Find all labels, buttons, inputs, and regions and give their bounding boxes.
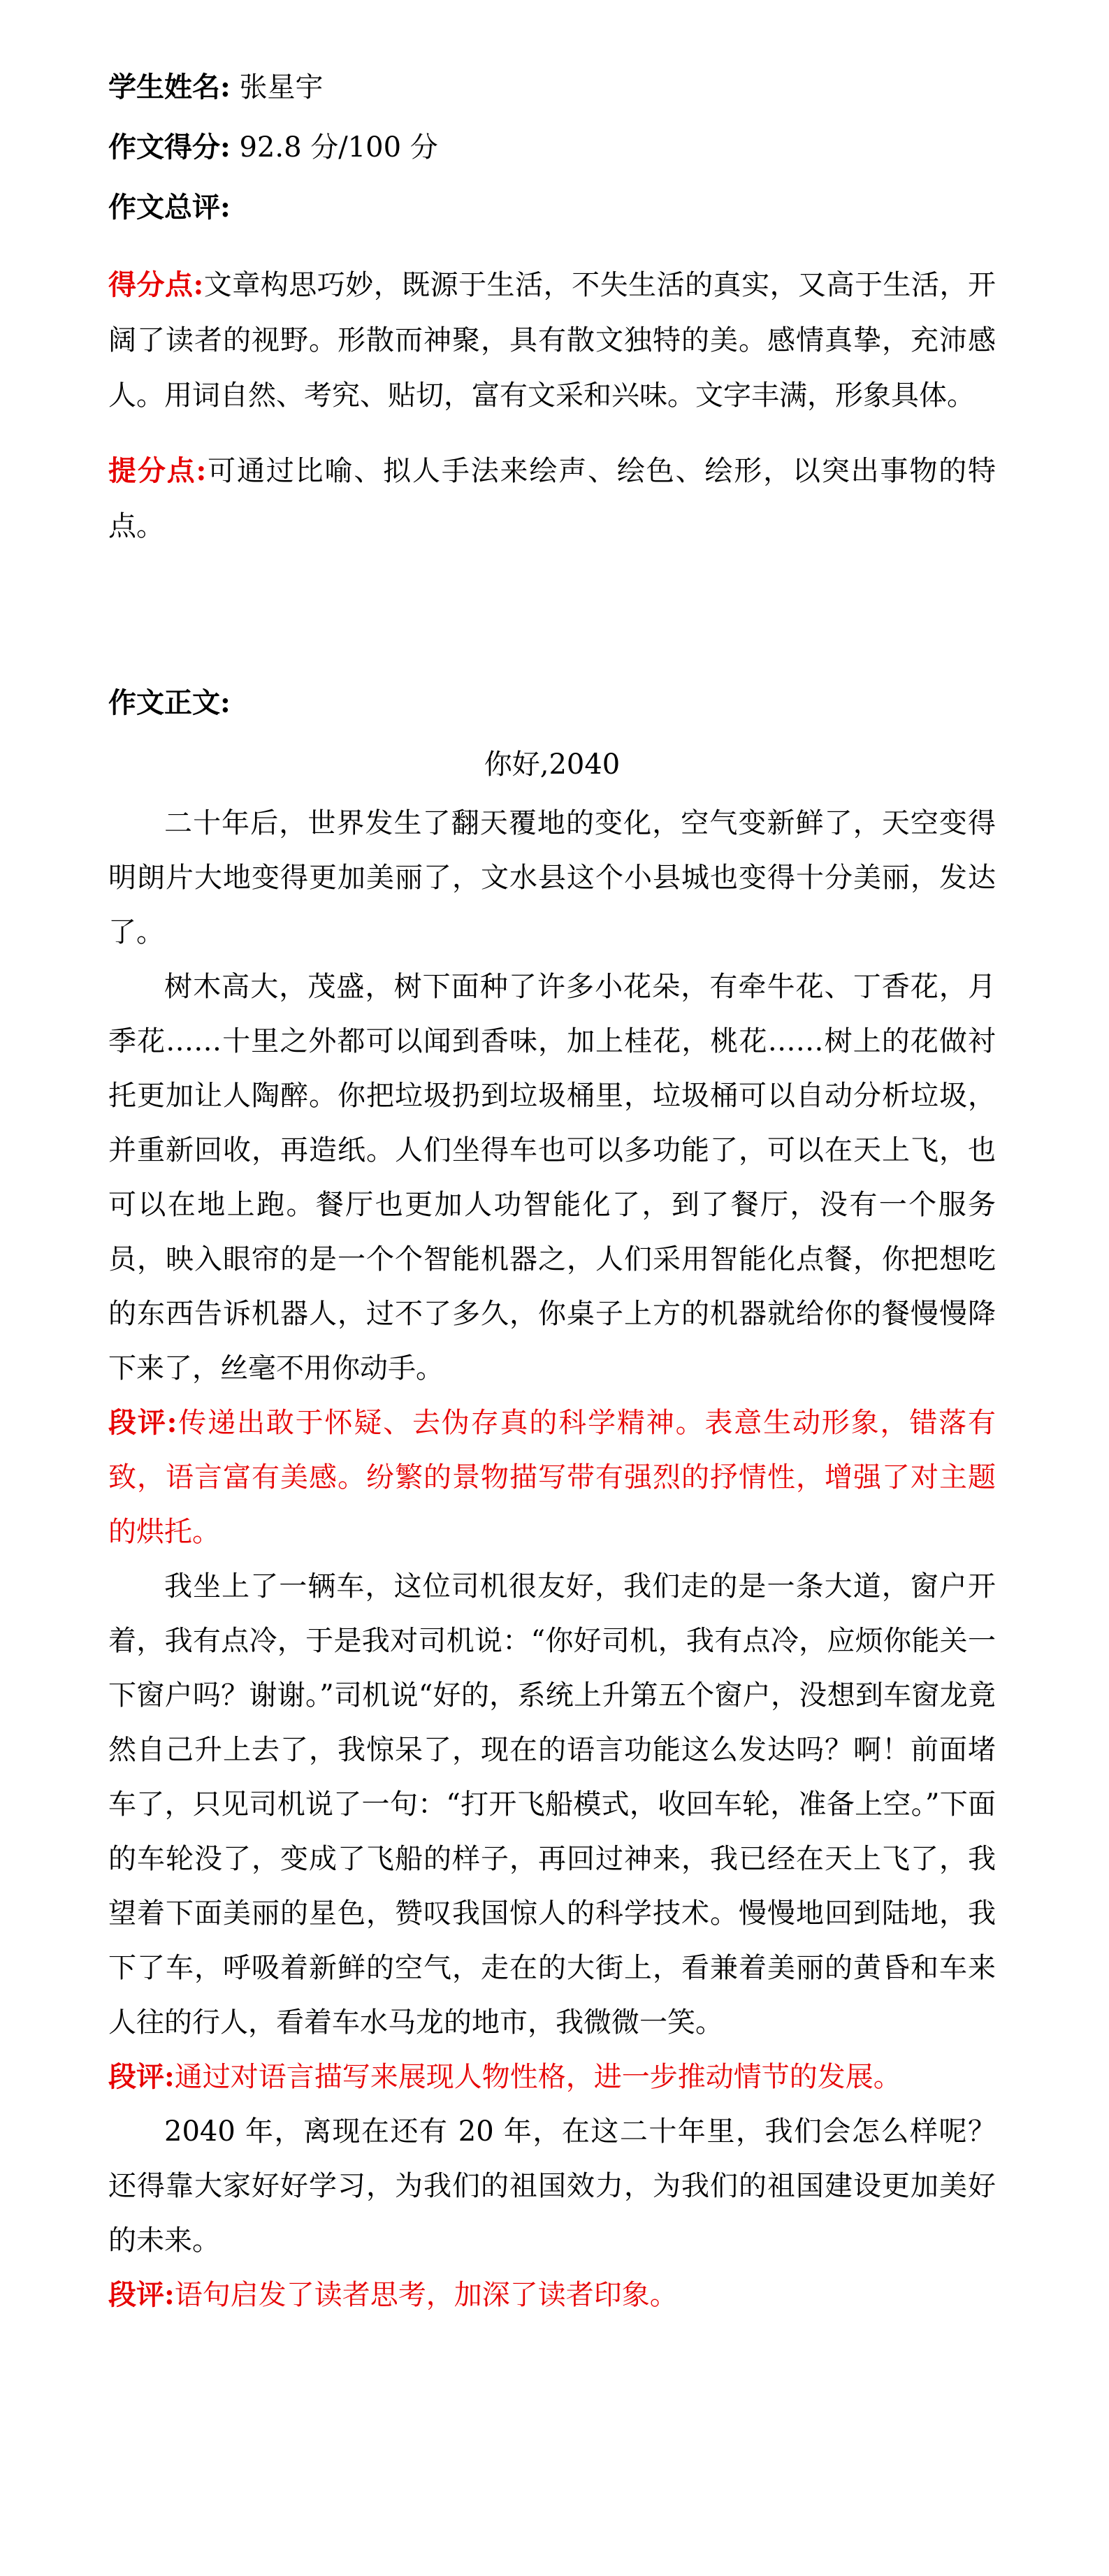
improvement-section [108, 443, 996, 554]
paragraph-comment-2 [108, 2050, 996, 2104]
essay-paragraph-1: 二十年后，世界发生了翻天覆地的变化，空气变新鲜了，天空变得明朗片大地变得更加美丽了，文水县这个小县城也变得十分美丽，发达了。 [108, 807, 996, 948]
score-value: 92.8 分/100 分 [239, 131, 438, 164]
comment-label: 段评: [108, 2278, 175, 2311]
essay-title: 你好,2040 [484, 748, 621, 781]
essay-paragraph-4: 2040 年，离现在还有 20 年，在这二十年里，我们会怎么样呢？还得靠大家好好学习，为我们的祖国效力，为我们的祖国建设更加美好的未来。 [108, 2115, 996, 2257]
comment-text: 传递出敢于怀疑、去伪存真的科学精神。表意生动形象，错落有致，语言富有美感。纷繁的景物描写带有强烈的抒情性，增强了对主题的烘托。 [108, 1407, 996, 1548]
score-row [108, 117, 996, 178]
comment-label: 段评: [108, 2060, 175, 2093]
student-name-value: 张星宇 [239, 71, 324, 103]
improvement-label: 提分点: [108, 454, 207, 487]
improvement-text: 可通过比喻、拟人手法来绘声、绘色、绘形，以突出事物的特点。 [108, 455, 996, 542]
strengths-text: 文章构思巧妙，既源于生活，不失生活的真实，又高于生活，开阔了读者的视野。形散而神聚，具有散文独特的美。感情真挚，充沛感人。用词自然、考究、贴切，富有文采和兴味。文字丰满，形象具体。 [108, 269, 996, 412]
student-name-label: 学生姓名: [108, 71, 231, 103]
essay-body-heading: 作文正文: [108, 686, 231, 719]
paragraph-comment-3 [108, 2268, 996, 2322]
score-label: 作文得分: [108, 131, 231, 164]
comment-label: 段评: [108, 1406, 177, 1439]
essay-report [108, 57, 996, 2322]
essay-paragraph-3: 我坐上了一辆车，这位司机很友好，我们走的是一条大道，窗户开着，我有点冷，于是我对司机说：“你好司机，我有点冷，应烦你能关一下窗户吗？谢谢。”司机说“好的，系统上升第五个窗户，没想到车窗龙竟然自己升上去了，我惊呆了，现在的语言功能这么发达吗？啊！前面堵车了，只见司机说了一句：“打开飞船模式，收回车轮，准备上空。”下面的车轮没了，变成了飞船的样子，再回过神来，我已经在天上飞了，我望着下面美丽的星色，赞叹我国惊人的科学技术。慢慢地回到陆地，我下了车，呼吸着新鲜的空气，走在的大街上，看兼着美丽的黄昏和车来人往的行人，看着车水马龙的地市，我微微一笑。 [108, 1570, 996, 2039]
overall-review-heading: 作文总评: [108, 191, 231, 224]
comment-text: 通过对语言描写来展现人物性格，进一步推动情节的发展。 [174, 2061, 901, 2093]
essay-paragraph-2: 树木高大，茂盛，树下面种了许多小花朵，有牵牛花、丁香花，月季花……十里之外都可以闻到香味，加上桂花，桃花……树上的花做衬托更加让人陶醉。你把垃圾扔到垃圾桶里，垃圾桶可以自动分析垃圾，并重新回收，再造纸。人们坐得车也可以多功能了，可以在天上飞，也可以在地上跑。餐厅也更加人功智能化了，到了餐厅，没有一个服务员，映入眼帘的是一个个智能机器之，人们采用智能化点餐，你把想吃的东西告诉机器人，过不了多久，你桌子上方的机器就给你的餐慢慢降下来了，丝毫不用你动手。 [108, 971, 996, 1384]
strengths-section [108, 257, 996, 424]
strengths-label: 得分点: [108, 268, 204, 301]
paragraph-comment-1 [108, 1396, 996, 1559]
student-name-row [108, 57, 996, 117]
comment-text: 语句启发了读者思考，加深了读者印象。 [174, 2279, 678, 2311]
